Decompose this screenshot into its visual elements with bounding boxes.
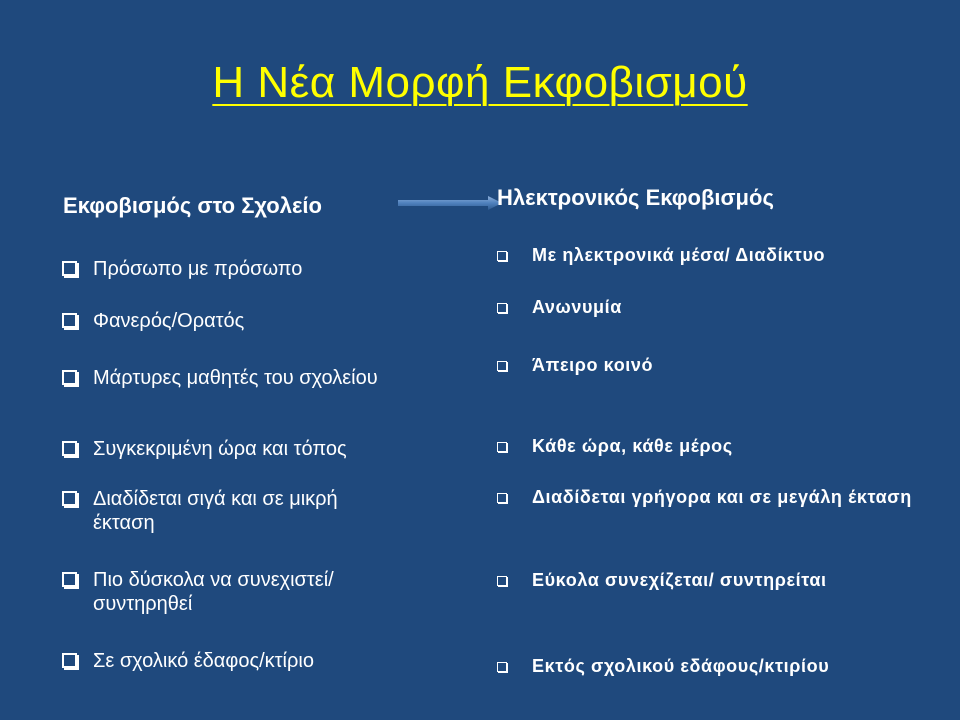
list-item	[497, 245, 937, 266]
square-bullet-icon	[62, 653, 77, 668]
list-item	[497, 355, 937, 376]
right-column-heading: Ηλεκτρονικός Εκφοβισμός	[497, 185, 774, 210]
square-bullet-icon	[62, 441, 77, 456]
slide-title: Η Νέα Μορφή Εκφοβισμού	[212, 58, 748, 107]
list-item-text: Διαδίδεται σιγά και σε μικρή έκταση	[93, 488, 338, 534]
list-item-text: Πρόσωπο με πρόσωπο	[93, 258, 303, 280]
right-arrow-icon	[398, 196, 502, 210]
list-item-text: Με ηλεκτρονικά μέσα/ Διαδίκτυο	[532, 245, 826, 265]
list-item-text: Φανερός/Ορατός	[93, 310, 245, 332]
list-item	[497, 297, 937, 318]
list-item	[497, 436, 937, 457]
list-item	[497, 656, 937, 677]
square-bullet-icon	[497, 493, 507, 503]
list-item-text: Διαδίδεται γρήγορα και σε μεγάλη έκταση	[532, 487, 912, 507]
square-bullet-icon	[497, 303, 507, 313]
left-column-heading: Εκφοβισμός στο Σχολείο	[63, 193, 322, 218]
list-item-text: Άπειρο κοινό	[532, 355, 654, 375]
square-bullet-icon	[62, 572, 77, 587]
square-bullet-icon	[62, 261, 77, 276]
square-bullet-icon	[62, 313, 77, 328]
list-item-text: Εκτός σχολικού εδάφους/κτιρίου	[532, 656, 830, 676]
list-item	[62, 309, 482, 333]
square-bullet-icon	[497, 576, 507, 586]
list-item-text: Μάρτυρες μαθητές του σχολείου	[93, 367, 378, 389]
list-item	[62, 649, 482, 673]
square-bullet-icon	[497, 662, 507, 672]
list-item-text: Συγκεκριμένη ώρα και τόπος	[93, 438, 347, 460]
list-item	[62, 257, 482, 281]
list-item-text: Κάθε ώρα, κάθε μέρος	[532, 436, 733, 456]
list-item	[497, 570, 937, 591]
list-item-text: Εύκολα συνεχίζεται/ συντηρείται	[532, 570, 827, 590]
list-item	[62, 437, 482, 461]
square-bullet-icon	[62, 491, 77, 506]
list-item-text: Σε σχολικό έδαφος/κτίριο	[93, 650, 314, 672]
list-item-text: Ανωνυμία	[532, 297, 622, 317]
list-item	[62, 487, 392, 535]
square-bullet-icon	[497, 442, 507, 452]
square-bullet-icon	[62, 370, 77, 385]
list-item	[62, 366, 482, 390]
list-item	[497, 487, 937, 508]
square-bullet-icon	[497, 251, 507, 261]
list-item-text: Πιο δύσκολα να συνεχιστεί/ συντηρηθεί	[93, 569, 334, 615]
list-item	[62, 568, 412, 616]
square-bullet-icon	[497, 361, 507, 371]
